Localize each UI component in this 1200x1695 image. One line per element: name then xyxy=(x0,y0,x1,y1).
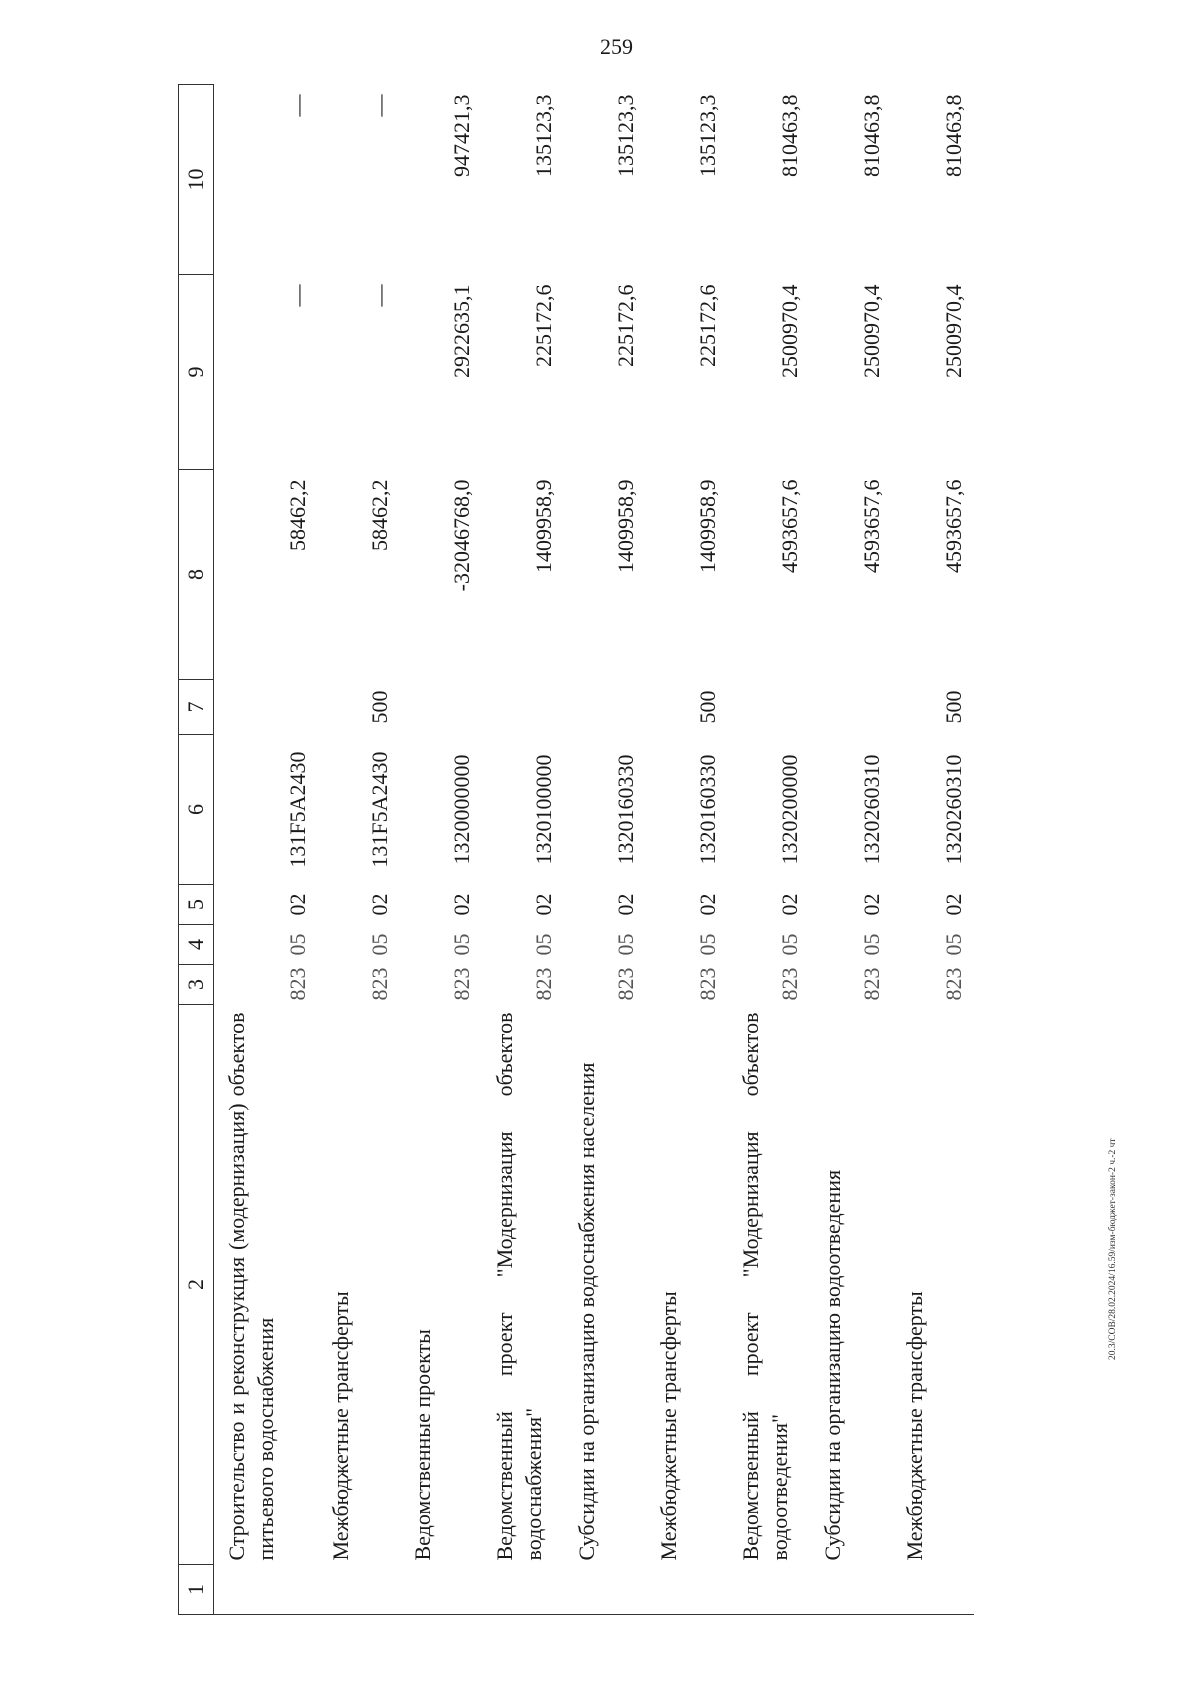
table-row xyxy=(646,85,728,1615)
expense-type-code: 500 xyxy=(695,690,720,724)
subsection-code: 02 xyxy=(449,893,474,916)
row-number-cell xyxy=(892,1565,974,1615)
expense-type-code xyxy=(810,680,892,735)
target-article-code: 1320100000 xyxy=(531,754,556,865)
row-number-cell xyxy=(646,1565,728,1615)
column-header: 1 xyxy=(179,1565,214,1615)
column-header: 6 xyxy=(179,735,214,885)
target-article-code: 131F5A2430 xyxy=(367,751,392,868)
amount-col9: — xyxy=(367,284,392,307)
amount-col9: — xyxy=(285,284,310,307)
target-article-code: 1320200000 xyxy=(777,754,802,865)
expense-type-code: 500 xyxy=(367,690,392,724)
table-header-row xyxy=(179,85,214,1615)
subsection-code: 02 xyxy=(777,893,802,916)
row-name: Межбюджетные трансферты xyxy=(328,1291,353,1561)
section-code: 05 xyxy=(367,933,392,956)
row-number-cell xyxy=(810,1565,892,1615)
row-name: Строительство и реконструкция (модернизация) объектов питьевого водоснабжения xyxy=(224,1012,278,1561)
subsection-code: 02 xyxy=(695,893,720,916)
table-row xyxy=(318,85,400,1615)
target-article-code: 1320160330 xyxy=(695,754,720,865)
target-article-code: 1320260310 xyxy=(941,754,966,865)
column-header: 4 xyxy=(179,925,214,965)
target-article-code: 1320260310 xyxy=(859,754,884,865)
amount-col8: -32046768,0 xyxy=(449,479,474,592)
budget-table xyxy=(178,84,974,1615)
section-code: 05 xyxy=(613,933,638,956)
ministry-code: 823 xyxy=(449,967,474,1001)
section-code: 05 xyxy=(695,933,720,956)
amount-col8: 1409958,9 xyxy=(695,479,720,573)
amount-col10: 810463,8 xyxy=(777,94,802,177)
budget-table-sheet xyxy=(178,85,1058,1615)
footer-document-code: 20.3/СОВ/28.02.2024/16.59/изм-бюджет-закон-2 ч.-2 чт xyxy=(1108,1138,1118,1360)
ministry-code: 823 xyxy=(859,967,884,1001)
amount-col10: — xyxy=(367,94,392,117)
subsection-code: 02 xyxy=(285,893,310,916)
amount-col10: 135123,3 xyxy=(613,94,638,177)
section-code: 05 xyxy=(941,933,966,956)
expense-type-code xyxy=(400,680,482,735)
amount-col8: 58462,2 xyxy=(367,479,392,551)
amount-col10: 810463,8 xyxy=(941,94,966,177)
amount-col8: 1409958,9 xyxy=(531,479,556,573)
table-row xyxy=(214,85,319,1615)
row-name: Субсидии на организацию водоотведения xyxy=(820,1169,845,1561)
table-row xyxy=(892,85,974,1615)
page-number: 259 xyxy=(600,34,633,59)
section-code: 05 xyxy=(285,933,310,956)
amount-col8: 4593657,6 xyxy=(941,479,966,573)
amount-col10: — xyxy=(285,94,310,117)
row-name: Ведомственные проекты xyxy=(410,1329,435,1561)
column-header: 2 xyxy=(179,1005,214,1565)
amount-col9: 225172,6 xyxy=(695,284,720,367)
amount-col8: 58462,2 xyxy=(285,479,310,551)
expense-type-code xyxy=(564,680,646,735)
table-row xyxy=(810,85,892,1615)
expense-type-code xyxy=(728,680,810,735)
column-header: 8 xyxy=(179,470,214,680)
table-row xyxy=(728,85,810,1615)
ministry-code: 823 xyxy=(777,967,802,1001)
expense-type-code: 500 xyxy=(941,690,966,724)
row-number-cell xyxy=(400,1565,482,1615)
row-name: Межбюджетные трансферты xyxy=(656,1291,681,1561)
amount-col10: 810463,8 xyxy=(859,94,884,177)
row-number-cell xyxy=(482,1565,564,1615)
table-row xyxy=(400,85,482,1615)
amount-col10: 135123,3 xyxy=(695,94,720,177)
ministry-code: 823 xyxy=(941,967,966,1001)
column-header: 3 xyxy=(179,965,214,1005)
section-code: 05 xyxy=(449,933,474,956)
column-header: 10 xyxy=(179,85,214,275)
row-number-cell xyxy=(318,1565,400,1615)
row-number-cell xyxy=(728,1565,810,1615)
amount-col9: 225172,6 xyxy=(613,284,638,367)
section-code: 05 xyxy=(859,933,884,956)
amount-col10: 947421,3 xyxy=(449,94,474,177)
target-article-code: 1320000000 xyxy=(449,754,474,865)
amount-col8: 4593657,6 xyxy=(859,479,884,573)
ministry-code: 823 xyxy=(531,967,556,1001)
amount-col9: 2500970,4 xyxy=(777,284,802,378)
target-article-code: 131F5A2430 xyxy=(285,751,310,868)
expense-type-code xyxy=(214,680,319,735)
expense-type-code xyxy=(482,680,564,735)
section-code: 05 xyxy=(531,933,556,956)
row-number-cell xyxy=(564,1565,646,1615)
ministry-code: 823 xyxy=(285,967,310,1001)
amount-col8: 4593657,6 xyxy=(777,479,802,573)
amount-col9: 2500970,4 xyxy=(859,284,884,378)
amount-col8: 1409958,9 xyxy=(613,479,638,573)
amount-col10: 135123,3 xyxy=(531,94,556,177)
column-header: 5 xyxy=(179,885,214,925)
subsection-code: 02 xyxy=(367,893,392,916)
row-name: Ведомственный проект "Модернизация объектов водоснабжения" xyxy=(492,1012,546,1561)
target-article-code: 1320160330 xyxy=(613,754,638,865)
row-name: Субсидии на организацию водоснабжения населения xyxy=(574,1062,599,1561)
section-code: 05 xyxy=(777,933,802,956)
subsection-code: 02 xyxy=(941,893,966,916)
subsection-code: 02 xyxy=(531,893,556,916)
row-number-cell xyxy=(214,1565,319,1615)
subsection-code: 02 xyxy=(613,893,638,916)
ministry-code: 823 xyxy=(695,967,720,1001)
column-header: 9 xyxy=(179,275,214,470)
ministry-code: 823 xyxy=(367,967,392,1001)
amount-col9: 225172,6 xyxy=(531,284,556,367)
row-name: Ведомственный проект "Модернизация объектов водоотведения" xyxy=(738,1012,792,1561)
amount-col9: 2922635,1 xyxy=(449,284,474,378)
ministry-code: 823 xyxy=(613,967,638,1001)
amount-col9: 2500970,4 xyxy=(941,284,966,378)
subsection-code: 02 xyxy=(859,893,884,916)
table-row xyxy=(564,85,646,1615)
table-row xyxy=(482,85,564,1615)
row-name: Межбюджетные трансферты xyxy=(902,1291,927,1561)
column-header: 7 xyxy=(179,680,214,735)
